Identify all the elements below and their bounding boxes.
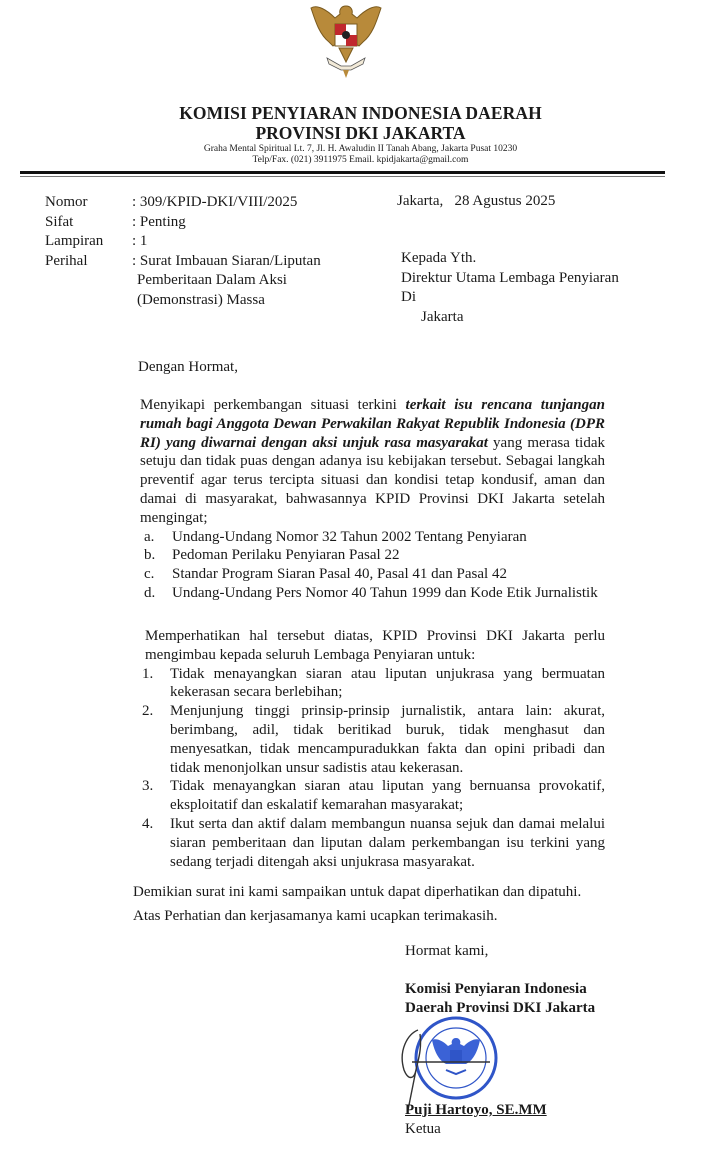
list-marker: 4. (142, 815, 154, 832)
garuda-emblem-icon (305, 0, 387, 80)
org-contact: Telp/Fax. (021) 3911975 Email. kpidjakarta@gmail.com (252, 155, 469, 165)
appeals-list (138, 665, 605, 872)
closing (133, 880, 581, 928)
signatory-org-line1: Komisi Penyiaran Indonesia (405, 981, 587, 997)
list-marker: b. (144, 547, 156, 564)
list-marker: d. (144, 584, 156, 601)
list-item (138, 702, 605, 777)
signatory-org-line2: Daerah Provinsi DKI Jakarta (405, 999, 596, 1016)
list-text: Pedoman Perilaku Penyiaran Pasal 22 (172, 547, 400, 564)
list-item (140, 565, 605, 584)
signatory-name: Puji Hartoyo, SE.MM (405, 1102, 547, 1118)
paragraph-1 (140, 396, 605, 603)
letterhead-rule-thin (20, 176, 665, 177)
list-item (138, 665, 605, 703)
list-text: Undang-Undang Nomor 32 Tahun 2002 Tentang Penyiaran (172, 528, 527, 545)
meta-label-nomor: Nomor (45, 194, 88, 210)
meta-value-nomor: : 309/KPID-DKI/VIII/2025 (132, 194, 298, 210)
signatory-title: Ketua (405, 1121, 441, 1137)
salutation: Hormat kami, (405, 943, 489, 959)
list-text: Undang-Undang Pers Nomor 40 Tahun 1999 dan Kode Etik Jurnalistik (172, 584, 598, 601)
list-text: Tidak menayangkan siaran atau liputan unjukrasa yang bermuatan kekerasan secara berlebihan; (170, 665, 605, 701)
recipient-line4: Jakarta (421, 308, 464, 325)
closing-line1: Demikian surat ini kami sampaikan untuk dapat diperhatikan dan dipatuhi. (133, 884, 582, 900)
list-marker: 2. (142, 703, 154, 720)
letterhead-rule-thick (20, 171, 665, 174)
paragraph-2 (142, 627, 605, 871)
list-text: Menjunjung tinggi prinsip-prinsip jurnalistik, antara lain: akurat, berimbang, adil, tidak beritikad buruk, tidak menghasut dan menyesatkan, tidak mencampuradukkan fakta dan opini pribadi dan tidak menonjolkan unsur sadistis atau kekerasan. (170, 703, 605, 776)
meta-values (132, 193, 321, 310)
list-text: Standar Program Siaran Pasal 40, Pasal 41 dan Pasal 42 (172, 566, 507, 583)
list-text: Ikut serta dan aktif dalam membangun nuansa sejuk dan damai melalui siaran pemberitaan dan liputan dalam perkembangan isu terkini yang sedang terjadi ditengah aksi unjukrasa masyarakat. (170, 815, 605, 870)
list-marker: c. (144, 566, 155, 583)
meta-value-lampiran: : 1 (132, 233, 148, 249)
meta-value-perihal-cont2: (Demonstrasi) Massa (137, 291, 265, 308)
paragraph-1-end: yang merasa tidak setuju dan tidak puas dengan adanya isu kebijakan tersebut. Sebagai langkah preventif agar terus tercipta situasi dan kondisi tetap kondusif, aman dan damai di masyarakat, bahwasannya KPID Provinsi DKI Jakarta setelah mengingat; (140, 434, 606, 526)
list-text: Tidak menayangkan siaran atau liputan yang bernuansa provokatif, eksploitatif dan eskalatif kemarahan masyarakat; (170, 778, 605, 814)
list-item (138, 815, 605, 871)
official-stamp-icon (378, 1010, 518, 1110)
recipient-line1: Kepada Yth. (401, 250, 477, 266)
considerations-list (140, 528, 605, 603)
meta-label-sifat: Sifat (45, 213, 74, 230)
list-item (140, 584, 605, 603)
greeting: Dengan Hormat, (138, 359, 238, 375)
list-item (140, 546, 605, 565)
org-address: Graha Mental Spiritual Lt. 7, Jl. H. Awaludin II Tanah Abang, Jakarta Pusat 10230 (203, 144, 518, 154)
closing-line2: Atas Perhatian dan kerjasamanya kami ucapkan terimakasih. (133, 908, 498, 924)
recipient-line2: Direktur Utama Lembaga Penyiaran (401, 269, 619, 286)
meta-label-perihal: Perihal (45, 252, 88, 269)
list-marker: 1. (142, 665, 154, 682)
meta-value-perihal: : Surat Imbauan Siaran/Liputan (132, 252, 321, 269)
place-date: Jakarta, 28 Agustus 2025 (397, 193, 556, 209)
meta-labels (45, 193, 103, 271)
org-name-line1: KOMISI PENYIARAN INDONESIA DAERAH (179, 103, 542, 123)
recipient-line3: Di (401, 289, 416, 305)
paragraph-1-emphasis: terkait isu rencana tunjangan rumah bagi Anggota Dewan Perwakilan Rakyat Republik Indonesia (DPR RI) yang diwarnai dengan aksi unjuk rasa masyarakat (140, 397, 605, 451)
org-name-line2: PROVINSI DKI JAKARTA (255, 123, 466, 143)
paragraph-2-text: Memperhatikan hal tersebut diatas, KPID Provinsi DKI Jakarta perlu mengimbau kepada seluruh Lembaga Penyiaran untuk: (145, 628, 605, 663)
meta-value-perihal-cont1: Pemberitaan Dalam Aksi (137, 272, 287, 288)
meta-value-sifat: : Penting (132, 213, 186, 230)
list-item (140, 528, 605, 547)
recipient-block (401, 249, 619, 327)
list-item (138, 777, 605, 815)
meta-label-lampiran: Lampiran (45, 233, 104, 249)
paragraph-1-start: Menyikapi perkembangan situasi terkini (140, 397, 406, 413)
list-marker: a. (144, 528, 155, 545)
list-marker: 3. (142, 778, 154, 795)
